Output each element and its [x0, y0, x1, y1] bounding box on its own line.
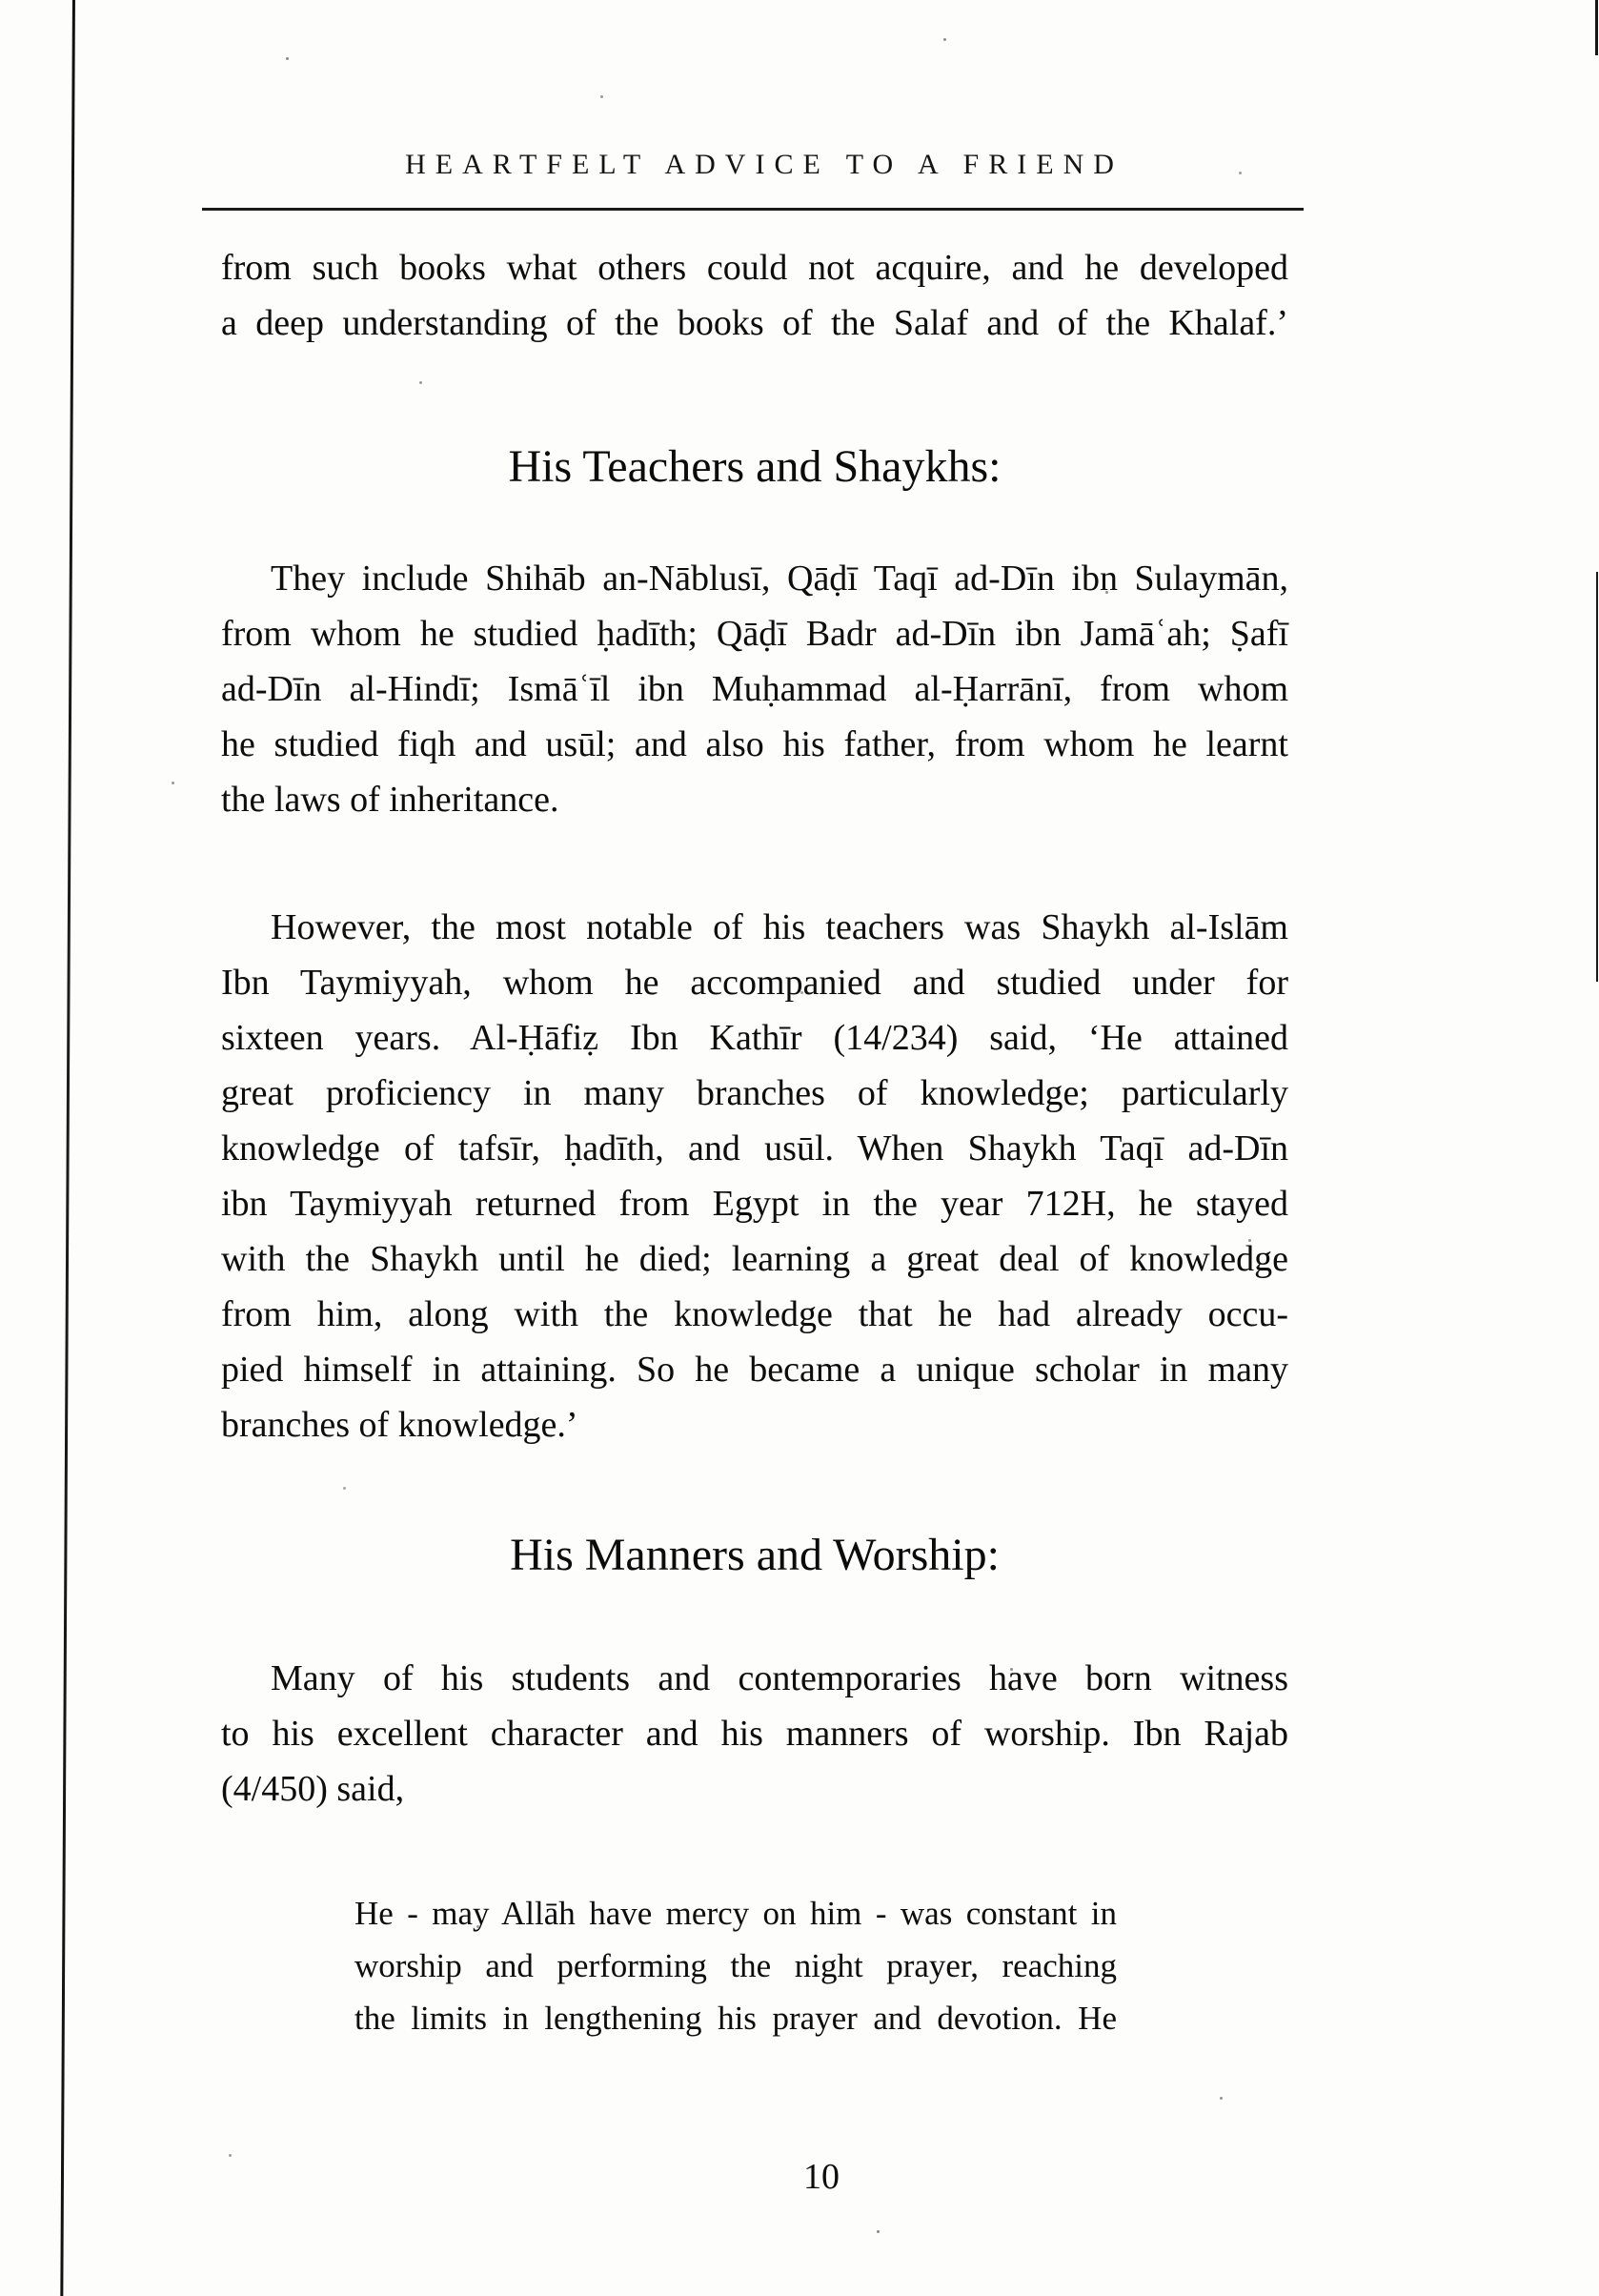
text-line: a deep understanding of the books of the Salaf and of the Khalaf.’ — [221, 303, 1288, 343]
text-line: the limits in lengthening his prayer and devotion. He — [354, 2000, 1117, 2037]
paragraph-continuation — [221, 240, 1288, 351]
text-line: branches of knowledge.’ — [221, 1405, 578, 1445]
text-line: worship and performing the night prayer, reaching — [354, 1947, 1117, 1984]
text-line: with the Shaykh until he died; learning a great deal of knowledge — [221, 1239, 1288, 1279]
scan-artifact-right-line-mid — [1596, 572, 1598, 982]
text-line: Many of his students and contemporaries have born witness — [271, 1658, 1288, 1698]
section-heading-teachers: His Teachers and Shaykhs: — [508, 441, 1002, 492]
blockquote-ibn-rajab — [354, 1887, 1117, 2044]
paragraph-teachers — [221, 551, 1288, 827]
text-line: knowledge of tafsīr, ḥadīth, and usūl. When Shaykh Taqī ad-Dīn — [221, 1128, 1288, 1168]
running-header: HEARTFELT ADVICE TO A FRIEND — [405, 149, 1123, 180]
text-line: ibn Taymiyyah returned from Egypt in the year 712H, he stayed — [221, 1184, 1288, 1224]
paragraph-manners — [221, 1651, 1288, 1817]
text-line: from such books what others could not acquire, and he developed — [221, 248, 1288, 288]
paragraph-ibn-taymiyyah — [221, 900, 1288, 1453]
page-number: 10 — [803, 2157, 840, 2197]
text-line: sixteen years. Al-Ḥāfiẓ Ibn Kathīr (14/234) said, ‘He attained — [221, 1018, 1288, 1058]
scan-artifact-right-line-top — [1595, 0, 1598, 55]
text-line: They include Shihāb an-Nāblusī, Qāḍī Taqī ad-Dīn ibn Sulaymān, — [271, 559, 1288, 599]
scan-speckles — [286, 57, 289, 60]
text-line: Ibn Taymiyyah, whom he accompanied and studied under for — [221, 963, 1288, 1003]
text-line: to his excellent character and his manners of worship. Ibn Rajab — [221, 1714, 1288, 1754]
text-line: ad-Dīn al-Hindī; Ismāʿīl ibn Muḥammad al-Ḥarrānī, from whom — [221, 669, 1288, 709]
text-line: great proficiency in many branches of knowledge; particularly — [221, 1073, 1288, 1113]
text-line: from whom he studied ḥadīth; Qāḍī Badr ad-Dīn ibn Jamāʿah; Ṣafī — [221, 614, 1288, 654]
scan-artifact-left-line — [60, 0, 75, 2296]
section-heading-manners: His Manners and Worship: — [510, 1530, 1000, 1580]
text-line: the laws of inheritance. — [221, 780, 559, 820]
text-line: he studied fiqh and usūl; and also his father, from whom he learnt — [221, 724, 1288, 764]
text-line: However, the most notable of his teachers was Shaykh al-Islām — [271, 907, 1288, 947]
text-line: pied himself in attaining. So he became a unique scholar in many — [221, 1350, 1288, 1390]
text-line: from him, along with the knowledge that he had already occu- — [221, 1294, 1288, 1334]
text-line: He - may Allāh have mercy on him - was constant in — [354, 1895, 1117, 1932]
header-rule — [202, 208, 1304, 211]
text-line: (4/450) said, — [221, 1769, 405, 1809]
